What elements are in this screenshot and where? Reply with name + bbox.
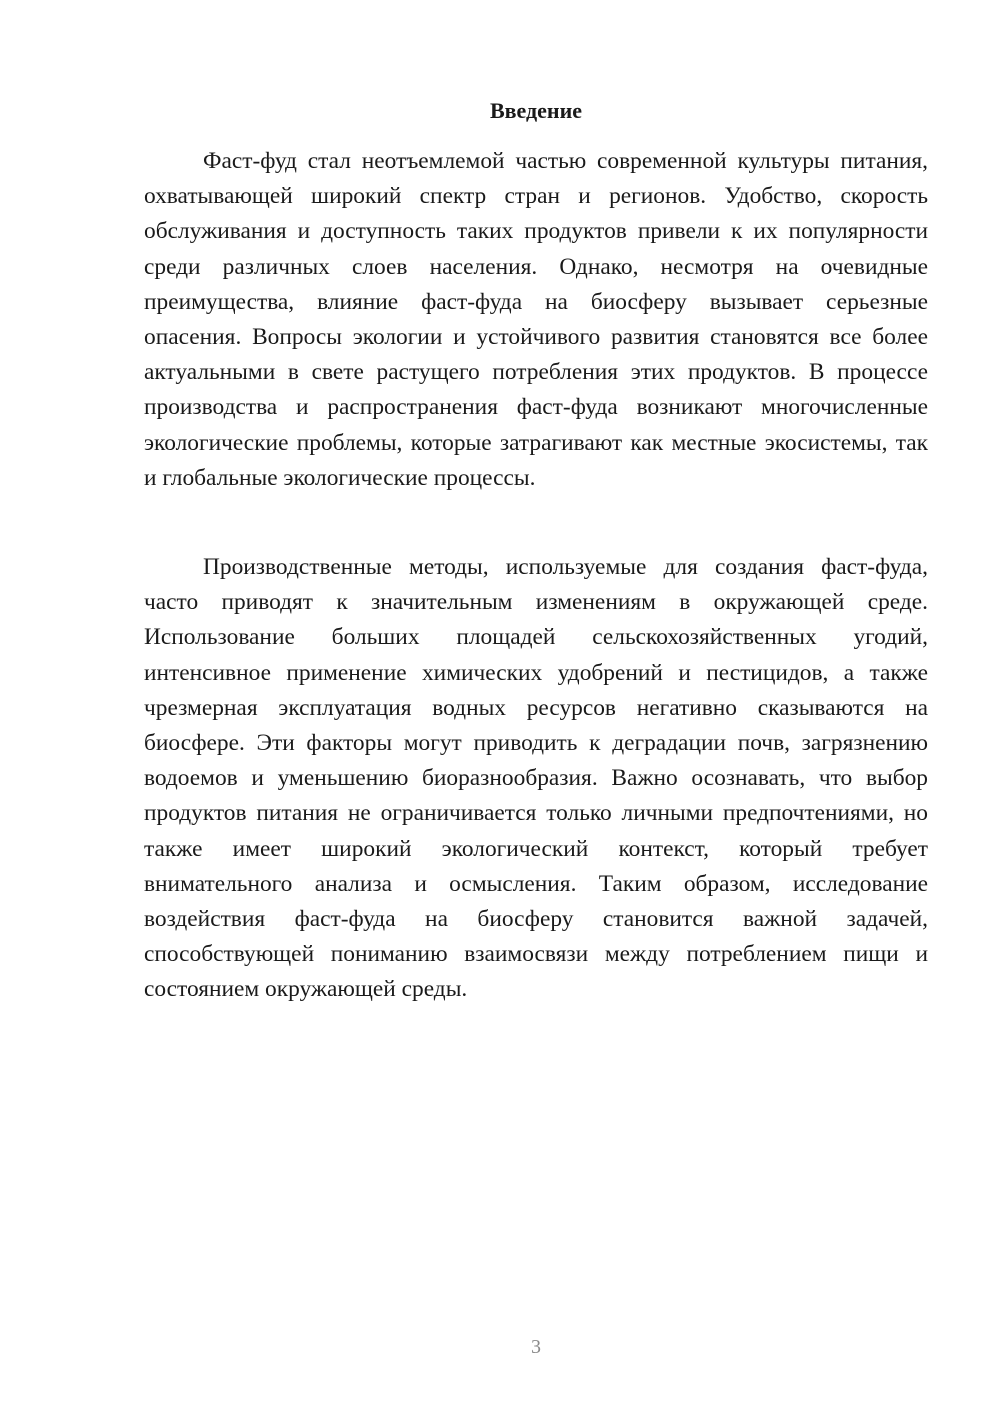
- body-paragraph-1: Фаст-фуд стал неотъемлемой частью современной культуры питания, охватывающей широкий спектр стран и регионов. Удобство, скорость обслуживания и доступность таких продуктов привели к их популярности среди различных слоев населения. Однако, несмотря на очевидные преимущества, влияние фаст-фуда на биосферу вызывает серьезные опасения. Вопросы экологии и устойчивого развития становятся все более актуальными в свете растущего потребления этих продуктов. В процессе производства и распространения фаст-фуда возникают многочисленные экологические проблемы, которые затрагивают как местные экосистемы, так и глобальные экологические процессы.: [144, 148, 928, 491]
- page-number: 3: [531, 1336, 541, 1358]
- section-heading: Введение: [489, 98, 583, 123]
- body-paragraph-2: Производственные методы, используемые для создания фаст-фуда, часто приводят к значительным изменениям в окружающей среде. Использование больших площадей сельскохозяйственных угодий, интенсивное применение химических удобрений и пестицидов, а также чрезмерная эксплуатация водных ресурсов негативно сказываются на биосфере. Эти факторы могут приводить к деградации почв, загрязнению водоемов и уменьшению биоразнообразия. Важно осознавать, что выбор продуктов питания не ограничивается только личными предпочтениями, но также имеет широкий экологический контекст, который требует внимательного анализа и осмысления. Таким образом, исследование воздействия фаст-фуда на биосферу становится важной задачей, способствующей пониманию взаимосвязи между потреблением пищи и состоянием окружающей среды.: [144, 554, 928, 1003]
